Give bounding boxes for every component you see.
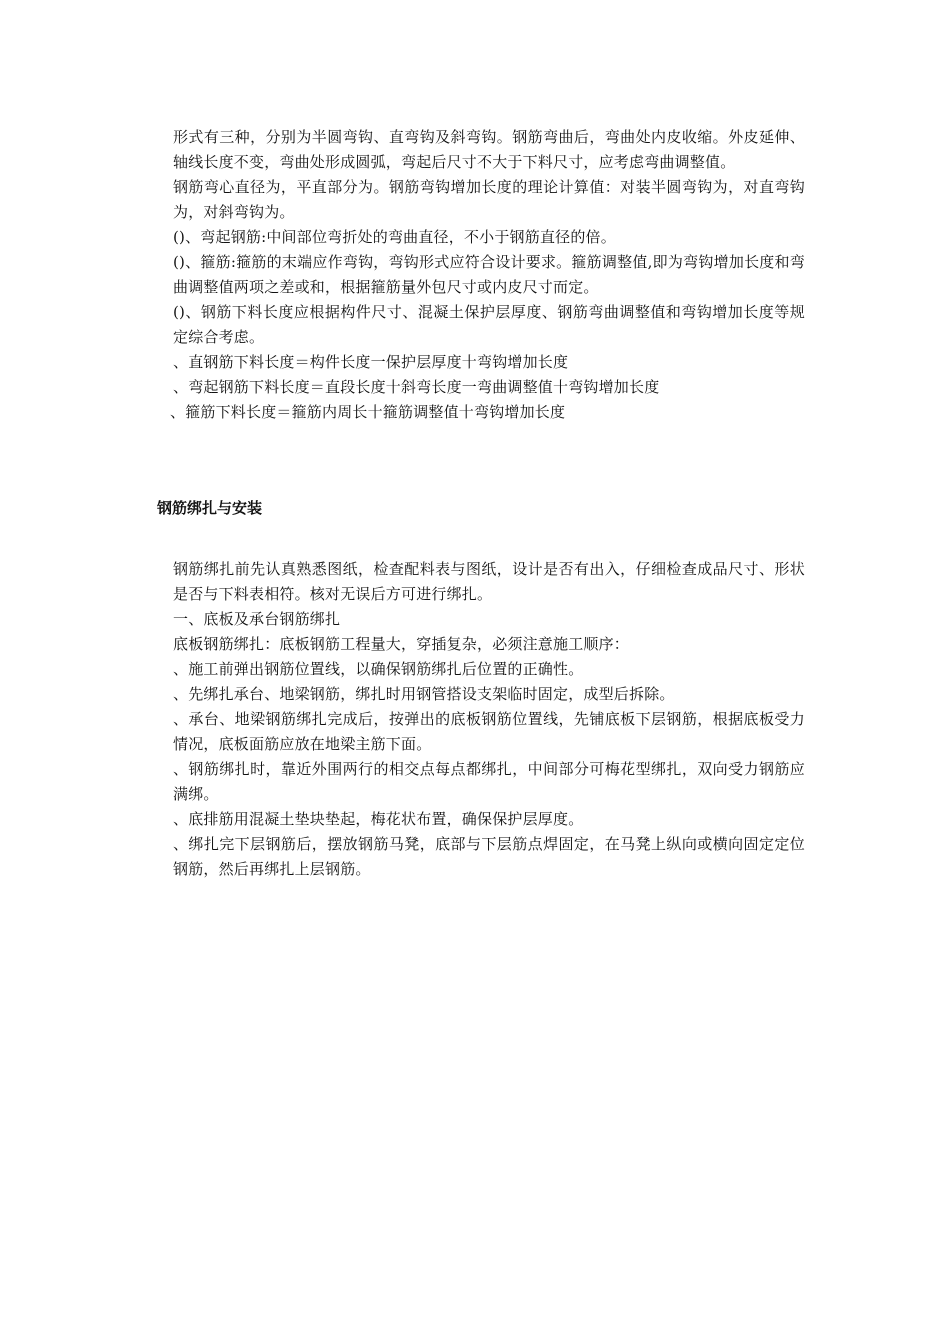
paragraph-bend-diameter: 钢筋弯心直径为，平直部分为。钢筋弯钩增加长度的理论计算值：对装半圆弯钩为，对直弯钩为，对斜弯钩为。 — [173, 178, 805, 221]
paragraph-base-slab-intro: 底板钢筋绑扎：底板钢筋工程量大，穿插复杂，必须注意施工顺序： — [173, 635, 630, 653]
list-item-step-3: 、承台、地梁钢筋绑扎完成后，按弹出的底板钢筋位置线，先铺底板下层钢筋，根据底板受力情况，底板面筋应放在地梁主筋下面。 — [173, 710, 805, 753]
list-item-step-2: 、先绑扎承台、地梁钢筋，绑扎时用钢管搭设支架临时固定，成型后拆除。 — [173, 685, 675, 703]
list-item-step-4: 、钢筋绑扎时，靠近外围两行的相交点每点都绑扎，中间部分可梅花型绑扎，双向受力钢筋应满绑。 — [173, 760, 805, 803]
paragraph-cutting-length: ()、钢筋下料长度应根据构件尺寸、混凝土保护层厚度、钢筋弯曲调整值和弯钩增加长度等规定综合考虑。 — [173, 303, 805, 346]
list-item-step-1: 、施工前弹出钢筋位置线，以确保钢筋绑扎后位置的正确性。 — [173, 660, 584, 678]
formula-stirrup: 、箍筋下料长度＝箍筋内周长十箍筋调整值十弯钩增加长度 — [170, 403, 566, 421]
rebar-bending-text-block — [170, 125, 805, 425]
paragraph-stirrups: ()、箍筋:箍筋的末端应作弯钩，弯钩形式应符合设计要求。箍筋调整值,即为弯钩增加长度和弯曲调整值两项之差或和，根据箍筋量外包尺寸或内皮尺寸而定。 — [173, 253, 805, 296]
formula-bent-bar: 、弯起钢筋下料长度＝直段长度十斜弯长度一弯曲调整值十弯钩增加长度 — [173, 378, 660, 396]
paragraph-bent-bars: ()、弯起钢筋:中间部位弯折处的弯曲直径，不小于钢筋直径的倍。 — [173, 228, 616, 246]
paragraph-binding-prep: 钢筋绑扎前先认真熟悉图纸，检查配料表与图纸，设计是否有出入，仔细检查成品尺寸、形状是否与下料表相符。核对无误后方可进行绑扎。 — [173, 560, 805, 603]
formula-straight-bar: 、直钢筋下料长度＝构件长度一保护层厚度十弯钩增加长度 — [173, 353, 569, 371]
subheading-base-slab: 一、底板及承台钢筋绑扎 — [173, 610, 341, 628]
paragraph-hook-forms: 形式有三种，分别为半圆弯钩、直弯钩及斜弯钩。钢筋弯曲后，弯曲处内皮收缩。外皮延伸、轴线长度不变，弯曲处形成圆弧，弯起后尺寸不大于下料尺寸，应考虑弯曲调整值。 — [173, 128, 805, 171]
list-item-step-6: 、绑扎完下层钢筋后，摆放钢筋马凳，底部与下层筋点焊固定，在马凳上纵向或横向固定定位钢筋，然后再绑扎上层钢筋。 — [173, 835, 805, 878]
rebar-binding-text-block — [173, 557, 805, 882]
list-item-step-5: 、底排筋用混凝土垫块垫起，梅花状布置，确保保护层厚度。 — [173, 810, 584, 828]
section-heading-binding-installation: 钢筋绑扎与安装 — [157, 499, 263, 517]
